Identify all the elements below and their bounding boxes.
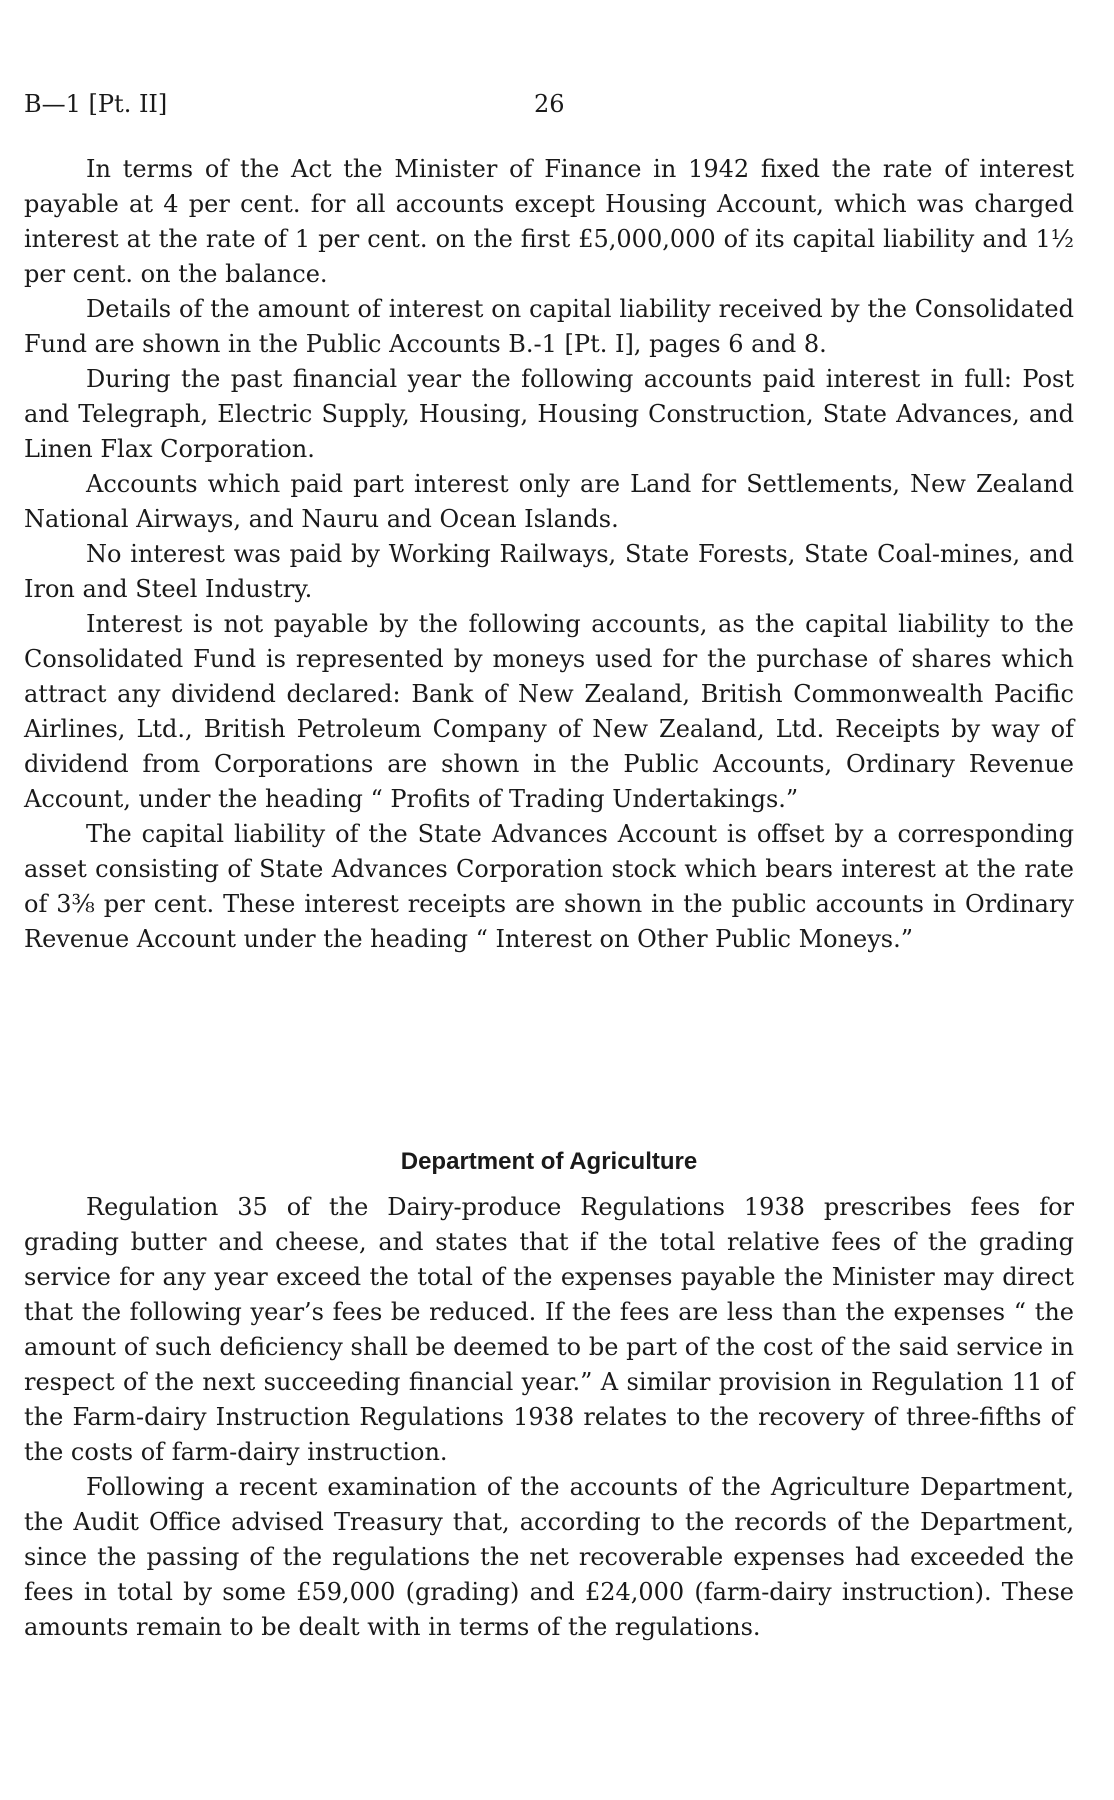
document-reference: B—1 [Pt. II] (24, 90, 168, 118)
paragraph: During the past financial year the following accounts paid interest in full: Post and Telegraph, Electric Supply, Housing, Housing Construction, State Advances, and Linen Flax Corporation. (24, 365, 1074, 463)
paragraph: Interest is not payable by the following accounts, as the capital liability to the Consolidated Fund is represented by moneys used for the purchase of shares which attract any dividend declared: Bank of New Zealand, British Commonwealth Pacific Airlines, Ltd., British Petroleum Company of New Zealand, Ltd. Receipts by way of dividend from Corporations are shown in the Public Accounts, Ordinary Revenue Account, under the heading “ Profits of Trading Undertakings.” (24, 610, 1074, 813)
paragraph: No interest was paid by Working Railways, State Forests, State Coal-mines, and Iron and Steel Industry. (24, 540, 1074, 603)
paragraph: Following a recent examination of the accounts of the Agriculture Department, the Audit Office advised Treasury that, according to the records of the Department, since the passing of the regulations the net recoverable expenses had exceeded the fees in total by some £59,000 (grading) and £24,000 (farm-dairy instruction). These amounts remain to be dealt with in terms of the regulations. (24, 1473, 1074, 1641)
paragraph: In terms of the Act the Minister of Finance in 1942 fixed the rate of interest payable at 4 per cent. for all accounts except Housing Account, which was charged interest at the rate of 1 per cent. on the first £5,000,000 of its capital liability and 1½ per cent. on the balance. (24, 155, 1074, 288)
section-heading: Department of Agriculture (400, 1148, 698, 1175)
agriculture-section (24, 1190, 1074, 1645)
paragraph: Details of the amount of interest on capital liability received by the Consolidated Fund are shown in the Public Accounts B.-1 [Pt. I], pages 6 and 8. (24, 295, 1074, 358)
paragraph: Regulation 35 of the Dairy-produce Regulations 1938 prescribes fees for grading butter and cheese, and states that if the total relative fees of the grading service for any year exceed the total of the expenses payable the Minister may direct that the following year’s fees be reduced. If the fees are less than the expenses “ the amount of such deficiency shall be deemed to be part of the cost of the said service in respect of the next succeeding financial year.” A similar provision in Regulation 11 of the Farm-dairy Instruction Regulations 1938 relates to the recovery of three-fifths of the costs of farm-dairy instruction. (24, 1193, 1074, 1466)
page-number: 26 (534, 90, 565, 118)
page-header (24, 90, 1074, 130)
paragraph: Accounts which paid part interest only are Land for Settlements, New Zealand National Airways, and Nauru and Ocean Islands. (24, 470, 1074, 533)
interest-section (24, 152, 1074, 957)
paragraph: The capital liability of the State Advances Account is offset by a corresponding asset consisting of State Advances Corporation stock which bears interest at the rate of 3⅜ per cent. These interest receipts are shown in the public accounts in Ordinary Revenue Account under the heading “ Interest on Other Public Moneys.” (24, 820, 1074, 953)
